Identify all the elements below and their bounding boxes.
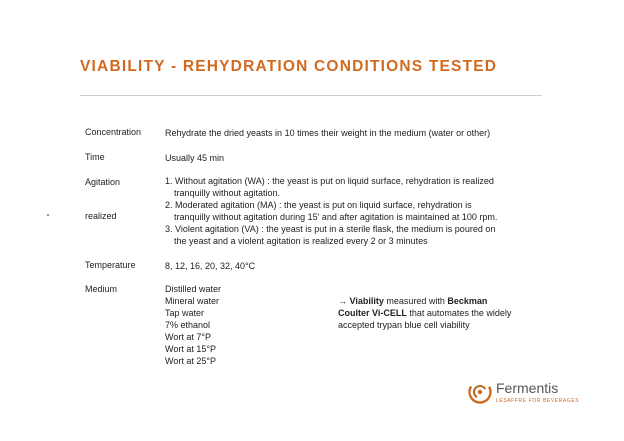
temperature-text: 8, 12, 16, 20, 32, 40°C xyxy=(165,261,256,271)
note-line-2: Coulter Vi-CELL that automates the widely xyxy=(338,308,512,318)
agitation-label: Agitation xyxy=(85,177,121,187)
time-value xyxy=(165,152,224,164)
medium-item: Tap water xyxy=(165,308,205,318)
medium-item: 7% ethanol xyxy=(165,320,211,330)
agitation-line-6: the yeast and a violent agitation is realized every 2 or 3 minutes xyxy=(174,236,428,246)
agitation-line-5: 3. Violent agitation (VA) : the yeast is put in a sterile flask, the medium is poured on xyxy=(165,224,496,234)
time-text: Usually 45 min xyxy=(165,153,225,163)
concentration-label: Concentration xyxy=(85,127,142,137)
agitation-label-realized: realized xyxy=(85,211,117,221)
fermentis-swirl-icon xyxy=(468,380,492,404)
title-divider xyxy=(80,95,542,96)
slide-title: VIABILITY - REHYDRATION CONDITIONS TESTED xyxy=(80,58,498,75)
medium-item: Wort at 7°P xyxy=(165,332,211,342)
medium-label: Medium xyxy=(85,284,118,294)
logo-tagline: LESAFFRE FOR BEVERAGES xyxy=(496,398,580,404)
medium-item: Mineral water xyxy=(165,296,220,306)
note-line-3: accepted trypan blue cell viability xyxy=(338,320,470,330)
arrow-icon: → xyxy=(338,296,347,306)
medium-list xyxy=(165,283,221,367)
temperature-label: Temperature xyxy=(85,260,136,270)
agitation-line-3: 2. Moderated agitation (MA) : the yeast is put on liquid surface, rehydration is xyxy=(165,200,472,210)
margin-dot xyxy=(47,214,49,216)
temperature-value xyxy=(165,260,255,272)
viability-note xyxy=(338,295,511,331)
agitation-value xyxy=(165,175,497,247)
time-label: Time xyxy=(85,152,105,162)
concentration-value xyxy=(165,127,490,139)
note-line-1: → Viability measured with Beckman xyxy=(338,296,488,306)
concentration-text: Rehydrate the dried yeasts in 10 times their weight in the medium (water or other) xyxy=(165,128,491,138)
fermentis-logo xyxy=(468,380,580,408)
agitation-line-1: 1. Without agitation (WA) : the yeast is put on liquid surface, rehydration is realized xyxy=(165,176,494,186)
agitation-line-2: tranquilly without agitation. xyxy=(174,188,281,198)
agitation-line-4: tranquilly without agitation during 15' and after agitation is maintained at 100 rpm. xyxy=(174,212,498,222)
medium-item: Wort at 15°P xyxy=(165,344,216,354)
medium-item: Distilled water xyxy=(165,284,222,294)
logo-name: Fermentis xyxy=(496,380,559,396)
medium-item: Wort at 25°P xyxy=(165,356,216,366)
